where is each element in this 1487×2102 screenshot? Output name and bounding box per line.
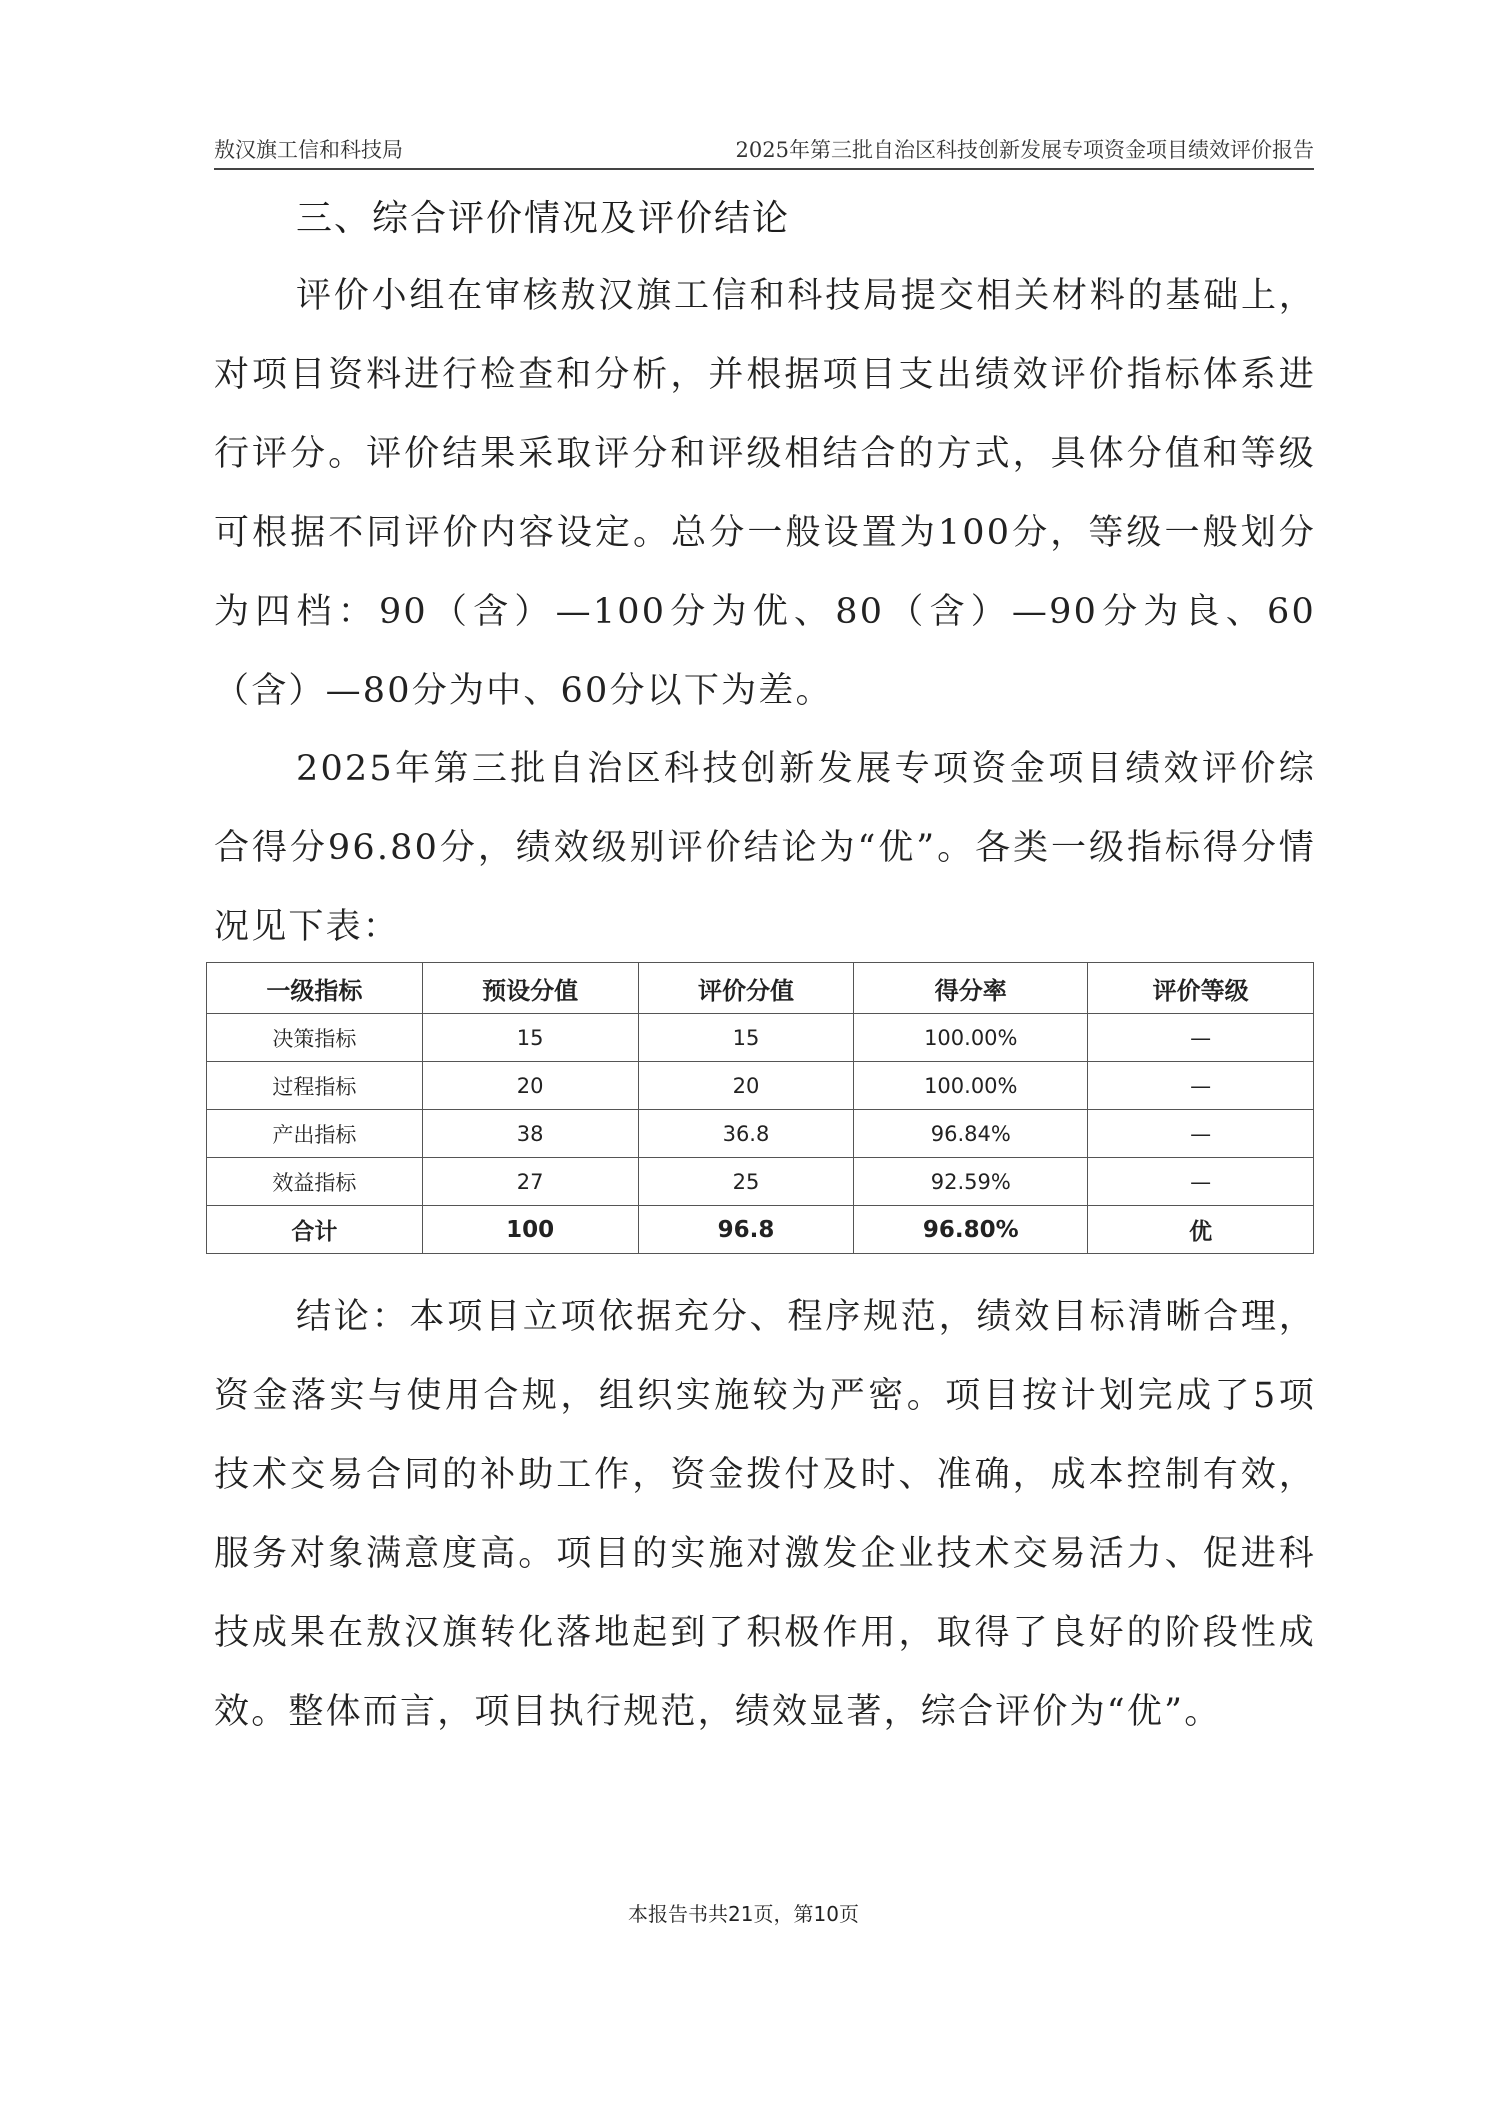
method-paragraph: 评价小组在审核敖汉旗工信和科技局提交相关材料的基础上，对项目资料进行检查和分析，并根据项目支出绩效评价指标体系进行评分。评价结果采取评分和评级相结合的方式，具体分值和等级可根据不同评价内容设定。总分一般设置为100分，等级一般划分为四档：90（含）—100分为优、80（含）—90分为良、60（含）—80分为中、60分以下为差。 [214,276,1316,711]
page-footer: 本报告书共21页，第10页 [628,1902,859,1926]
total-cell-preset-score: 100 [422,1206,638,1254]
table-row [207,1062,1314,1110]
table-cell: — [1088,1110,1314,1158]
header-cell-eval-score: 评价分值 [638,963,854,1014]
table-cell: 38 [422,1110,638,1158]
table-cell: 20 [638,1062,854,1110]
table-cell: 92.59% [854,1158,1088,1206]
table-cell: 15 [422,1014,638,1062]
table-cell: 效益指标 [207,1158,423,1206]
total-cell-label: 合计 [207,1206,423,1254]
table-cell: 过程指标 [207,1062,423,1110]
header-cell-preset-score: 预设分值 [422,963,638,1014]
table-cell: 15 [638,1014,854,1062]
table-cell: 25 [638,1158,854,1206]
conclusion-paragraph: 结论：本项目立项依据充分、程序规范，绩效目标清晰合理，资金落实与使用合规，组织实施较为严密。项目按计划完成了5项技术交易合同的补助工作，资金拨付及时、准确，成本控制有效，服务对象满意度高。项目的实施对激发企业技术交易活力、促进科技成果在敖汉旗转化落地起到了积极作用，取得了良好的阶段性成效。整体而言，项目执行规范，绩效显著，综合评价为“优”。 [214,1297,1316,1732]
table-cell: 100.00% [854,1014,1088,1062]
summary-paragraph: 2025年第三批自治区科技创新发展专项资金项目绩效评价综合得分96.80分，绩效级别评价结论为“优”。各类一级指标得分情况见下表： [214,749,1316,947]
total-cell-score-rate: 96.80% [854,1206,1088,1254]
score-table [206,962,1314,1254]
total-cell-grade: 优 [1088,1206,1314,1254]
header-cell-grade: 评价等级 [1088,963,1314,1014]
table-cell: 96.84% [854,1110,1088,1158]
table-total-row [207,1206,1314,1254]
table-cell: 20 [422,1062,638,1110]
table-cell: — [1088,1158,1314,1206]
table-cell: 36.8 [638,1110,854,1158]
table-cell: 100.00% [854,1062,1088,1110]
table-row [207,1110,1314,1158]
table-row [207,1158,1314,1206]
header-report-title: 2025年第三批自治区科技创新发展专项资金项目绩效评价报告 [735,138,1314,162]
table-cell: 产出指标 [207,1110,423,1158]
table-header-row [207,963,1314,1014]
header-cell-score-rate: 得分率 [854,963,1088,1014]
section-heading: 三、综合评价情况及评价结论 [296,198,791,239]
table-row [207,1014,1314,1062]
total-cell-eval-score: 96.8 [638,1206,854,1254]
table-cell: — [1088,1014,1314,1062]
page-header [214,130,1314,170]
header-cell-indicator: 一级指标 [207,963,423,1014]
table-cell: — [1088,1062,1314,1110]
table-cell: 27 [422,1158,638,1206]
header-org: 敖汉旗工信和科技局 [214,138,403,162]
table-cell: 决策指标 [207,1014,423,1062]
